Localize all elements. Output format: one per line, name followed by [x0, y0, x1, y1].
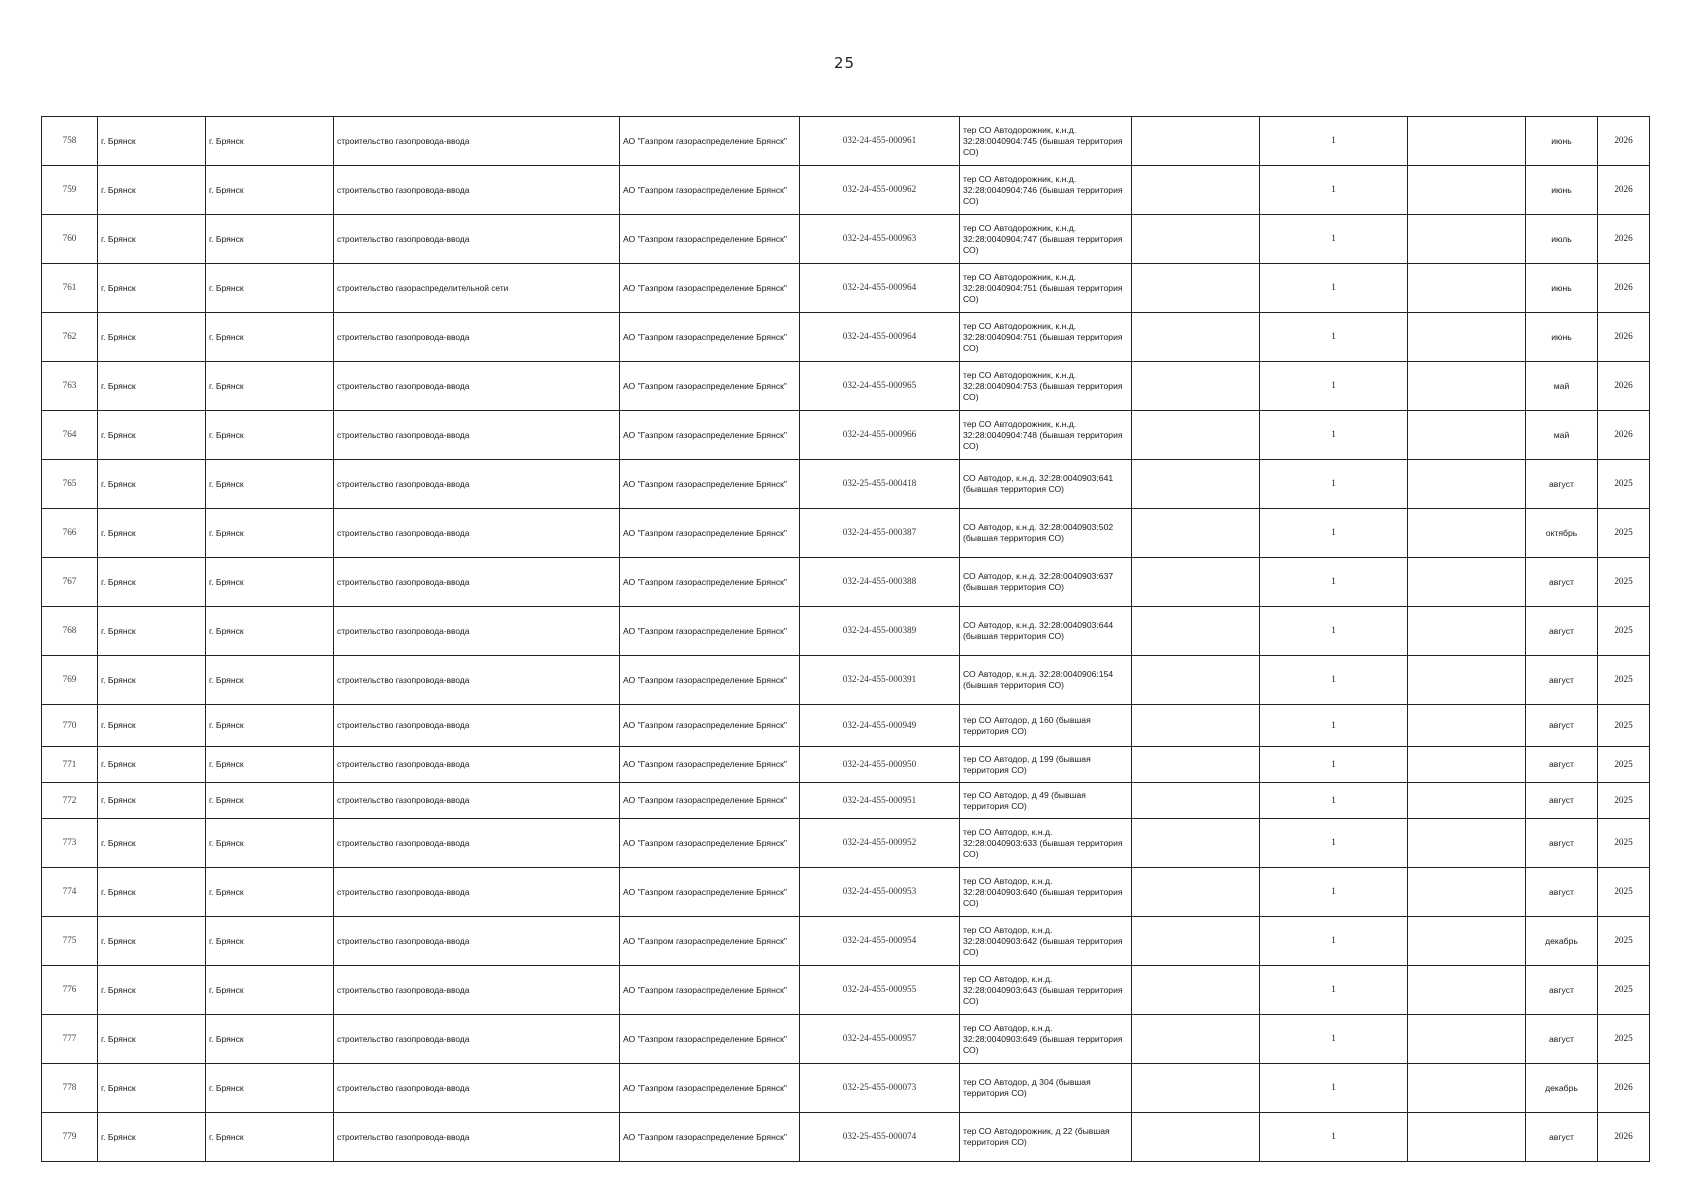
year-cell: 2026: [1598, 264, 1650, 313]
address-cell: тер СО Автодор, д 199 (бывшая территория СО): [960, 747, 1132, 783]
organization-cell: АО "Газпром газораспределение Брянск": [620, 747, 800, 783]
month-cell: август: [1526, 1113, 1598, 1162]
district-cell: г. Брянск: [98, 607, 206, 656]
organization-cell: АО "Газпром газораспределение Брянск": [620, 313, 800, 362]
organization-cell: АО "Газпром газораспределение Брянск": [620, 1015, 800, 1064]
organization-cell: АО "Газпром газораспределение Брянск": [620, 215, 800, 264]
row-number-cell: 768: [42, 607, 98, 656]
organization-cell: АО "Газпром газораспределение Брянск": [620, 509, 800, 558]
quantity-cell: 1: [1260, 215, 1408, 264]
quantity-cell: 1: [1260, 819, 1408, 868]
empty-cell: [1132, 509, 1260, 558]
district-cell: г. Брянск: [98, 656, 206, 705]
district-cell: г. Брянск: [98, 1015, 206, 1064]
empty-cell: [1132, 783, 1260, 819]
empty-cell: [1408, 313, 1526, 362]
object-name-cell: строительство газопровода-ввода: [334, 215, 620, 264]
locality-cell: г. Брянск: [206, 705, 334, 747]
organization-cell: АО "Газпром газораспределение Брянск": [620, 868, 800, 917]
empty-cell: [1408, 868, 1526, 917]
empty-cell: [1408, 1113, 1526, 1162]
row-number-cell: 779: [42, 1113, 98, 1162]
year-cell: 2025: [1598, 747, 1650, 783]
address-cell: тер СО Автодор, к.н.д. 32:28:0040903:643 (бывшая территория СО): [960, 966, 1132, 1015]
object-name-cell: строительство газопровода-ввода: [334, 558, 620, 607]
quantity-cell: 1: [1260, 747, 1408, 783]
object-name-cell: строительство газопровода-ввода: [334, 411, 620, 460]
quantity-cell: 1: [1260, 705, 1408, 747]
year-cell: 2026: [1598, 1113, 1650, 1162]
month-cell: декабрь: [1526, 917, 1598, 966]
quantity-cell: 1: [1260, 1113, 1408, 1162]
table-row: [42, 558, 1650, 607]
table-row: [42, 411, 1650, 460]
organization-cell: АО "Газпром газораспределение Брянск": [620, 607, 800, 656]
quantity-cell: 1: [1260, 166, 1408, 215]
month-cell: октябрь: [1526, 509, 1598, 558]
locality-cell: г. Брянск: [206, 917, 334, 966]
object-name-cell: строительство газопровода-ввода: [334, 783, 620, 819]
year-cell: 2025: [1598, 966, 1650, 1015]
month-cell: июль: [1526, 215, 1598, 264]
empty-cell: [1408, 264, 1526, 313]
empty-cell: [1132, 656, 1260, 705]
district-cell: г. Брянск: [98, 313, 206, 362]
district-cell: г. Брянск: [98, 1113, 206, 1162]
empty-cell: [1408, 966, 1526, 1015]
page-number: 25: [833, 54, 856, 72]
organization-cell: АО "Газпром газораспределение Брянск": [620, 411, 800, 460]
address-cell: тер СО Автодорожник, к.н.д. 32:28:0040904:753 (бывшая территория СО): [960, 362, 1132, 411]
locality-cell: г. Брянск: [206, 607, 334, 656]
row-number-cell: 777: [42, 1015, 98, 1064]
empty-cell: [1408, 117, 1526, 166]
row-number-cell: 778: [42, 1064, 98, 1113]
address-cell: СО Автодор, к.н.д. 32:28:0040903:637 (бывшая территория СО): [960, 558, 1132, 607]
address-cell: тер СО Автодорожник, к.н.д. 32:28:0040904:751 (бывшая территория СО): [960, 313, 1132, 362]
address-cell: СО Автодор, к.н.д. 32:28:0040903:641 (бывшая территория СО): [960, 460, 1132, 509]
year-cell: 2025: [1598, 460, 1650, 509]
locality-cell: г. Брянск: [206, 460, 334, 509]
month-cell: май: [1526, 411, 1598, 460]
year-cell: 2026: [1598, 362, 1650, 411]
district-cell: г. Брянск: [98, 215, 206, 264]
object-code-cell: 032-24-455-000962: [800, 166, 960, 215]
locality-cell: г. Брянск: [206, 362, 334, 411]
row-number-cell: 759: [42, 166, 98, 215]
row-number-cell: 769: [42, 656, 98, 705]
quantity-cell: 1: [1260, 783, 1408, 819]
district-cell: г. Брянск: [98, 411, 206, 460]
table-row: [42, 1015, 1650, 1064]
organization-cell: АО "Газпром газораспределение Брянск": [620, 362, 800, 411]
table-row: [42, 264, 1650, 313]
year-cell: 2026: [1598, 117, 1650, 166]
locality-cell: г. Брянск: [206, 558, 334, 607]
year-cell: 2025: [1598, 783, 1650, 819]
year-cell: 2025: [1598, 509, 1650, 558]
address-cell: тер СО Автодор, к.н.д. 32:28:0040903:633 (бывшая территория СО): [960, 819, 1132, 868]
empty-cell: [1408, 819, 1526, 868]
object-name-cell: строительство газопровода-ввода: [334, 362, 620, 411]
district-cell: г. Брянск: [98, 117, 206, 166]
address-cell: СО Автодор, к.н.д. 32:28:0040906:154 (бывшая территория СО): [960, 656, 1132, 705]
year-cell: 2026: [1598, 313, 1650, 362]
empty-cell: [1132, 166, 1260, 215]
locality-cell: г. Брянск: [206, 166, 334, 215]
month-cell: май: [1526, 362, 1598, 411]
locality-cell: г. Брянск: [206, 966, 334, 1015]
object-code-cell: 032-24-455-000965: [800, 362, 960, 411]
quantity-cell: 1: [1260, 656, 1408, 705]
quantity-cell: 1: [1260, 1015, 1408, 1064]
row-number-cell: 774: [42, 868, 98, 917]
empty-cell: [1408, 917, 1526, 966]
empty-cell: [1132, 1015, 1260, 1064]
object-code-cell: 032-25-455-000073: [800, 1064, 960, 1113]
address-cell: тер СО Автодорожник, к.н.д. 32:28:0040904:746 (бывшая территория СО): [960, 166, 1132, 215]
row-number-cell: 764: [42, 411, 98, 460]
object-name-cell: строительство газопровода-ввода: [334, 966, 620, 1015]
empty-cell: [1132, 264, 1260, 313]
district-cell: г. Брянск: [98, 783, 206, 819]
month-cell: август: [1526, 868, 1598, 917]
locality-cell: г. Брянск: [206, 509, 334, 558]
address-cell: тер СО Автодорожник, к.н.д. 32:28:0040904:745 (бывшая территория СО): [960, 117, 1132, 166]
empty-cell: [1408, 558, 1526, 607]
document-table-wrapper: [41, 116, 1649, 1162]
quantity-cell: 1: [1260, 362, 1408, 411]
month-cell: август: [1526, 783, 1598, 819]
row-number-cell: 765: [42, 460, 98, 509]
month-cell: август: [1526, 705, 1598, 747]
table-row: [42, 215, 1650, 264]
object-code-cell: 032-24-455-000964: [800, 313, 960, 362]
object-name-cell: строительство газопровода-ввода: [334, 607, 620, 656]
address-cell: тер СО Автодор, к.н.д. 32:28:0040903:640 (бывшая территория СО): [960, 868, 1132, 917]
district-cell: г. Брянск: [98, 1064, 206, 1113]
address-cell: тер СО Автодор, к.н.д. 32:28:0040903:642 (бывшая территория СО): [960, 917, 1132, 966]
object-code-cell: 032-24-455-000963: [800, 215, 960, 264]
empty-cell: [1132, 607, 1260, 656]
empty-cell: [1132, 411, 1260, 460]
address-cell: тер СО Автодор, д 160 (бывшая территория СО): [960, 705, 1132, 747]
empty-cell: [1408, 166, 1526, 215]
organization-cell: АО "Газпром газораспределение Брянск": [620, 1064, 800, 1113]
empty-cell: [1408, 1064, 1526, 1113]
empty-cell: [1132, 747, 1260, 783]
empty-cell: [1132, 1113, 1260, 1162]
row-number-cell: 760: [42, 215, 98, 264]
month-cell: декабрь: [1526, 1064, 1598, 1113]
empty-cell: [1132, 215, 1260, 264]
district-cell: г. Брянск: [98, 819, 206, 868]
organization-cell: АО "Газпром газораспределение Брянск": [620, 966, 800, 1015]
empty-cell: [1408, 607, 1526, 656]
empty-cell: [1408, 215, 1526, 264]
object-name-cell: строительство газопровода-ввода: [334, 1113, 620, 1162]
month-cell: август: [1526, 558, 1598, 607]
empty-cell: [1408, 783, 1526, 819]
table-row: [42, 509, 1650, 558]
year-cell: 2026: [1598, 411, 1650, 460]
table-row: [42, 460, 1650, 509]
empty-cell: [1408, 705, 1526, 747]
month-cell: август: [1526, 966, 1598, 1015]
object-name-cell: строительство газопровода-ввода: [334, 1064, 620, 1113]
empty-cell: [1132, 117, 1260, 166]
organization-cell: АО "Газпром газораспределение Брянск": [620, 117, 800, 166]
table-row: [42, 705, 1650, 747]
quantity-cell: 1: [1260, 264, 1408, 313]
table-row: [42, 117, 1650, 166]
year-cell: 2025: [1598, 819, 1650, 868]
object-code-cell: 032-24-455-000961: [800, 117, 960, 166]
month-cell: август: [1526, 747, 1598, 783]
object-name-cell: строительство газопровода-ввода: [334, 917, 620, 966]
empty-cell: [1132, 917, 1260, 966]
year-cell: 2026: [1598, 1064, 1650, 1113]
object-code-cell: 032-24-455-000954: [800, 917, 960, 966]
month-cell: август: [1526, 656, 1598, 705]
table-row: [42, 656, 1650, 705]
quantity-cell: 1: [1260, 117, 1408, 166]
row-number-cell: 767: [42, 558, 98, 607]
address-cell: тер СО Автодорожник, к.н.д. 32:28:0040904:751 (бывшая территория СО): [960, 264, 1132, 313]
object-name-cell: строительство газопровода-ввода: [334, 705, 620, 747]
year-cell: 2025: [1598, 868, 1650, 917]
address-cell: тер СО Автодорожник, к.н.д. 32:28:0040904:748 (бывшая территория СО): [960, 411, 1132, 460]
locality-cell: г. Брянск: [206, 868, 334, 917]
district-cell: г. Брянск: [98, 166, 206, 215]
district-cell: г. Брянск: [98, 460, 206, 509]
district-cell: г. Брянск: [98, 362, 206, 411]
address-cell: тер СО Автодор, д 304 (бывшая территория СО): [960, 1064, 1132, 1113]
object-name-cell: строительство газопровода-ввода: [334, 656, 620, 705]
quantity-cell: 1: [1260, 607, 1408, 656]
table-row: [42, 1064, 1650, 1113]
object-code-cell: 032-24-455-000953: [800, 868, 960, 917]
empty-cell: [1408, 411, 1526, 460]
table-row: [42, 819, 1650, 868]
table-row: [42, 362, 1650, 411]
quantity-cell: 1: [1260, 558, 1408, 607]
empty-cell: [1408, 1015, 1526, 1064]
year-cell: 2025: [1598, 558, 1650, 607]
empty-cell: [1408, 362, 1526, 411]
address-cell: СО Автодор, к.н.д. 32:28:0040903:644 (бывшая территория СО): [960, 607, 1132, 656]
month-cell: август: [1526, 819, 1598, 868]
empty-cell: [1132, 460, 1260, 509]
empty-cell: [1408, 460, 1526, 509]
empty-cell: [1132, 313, 1260, 362]
locality-cell: г. Брянск: [206, 1113, 334, 1162]
district-cell: г. Брянск: [98, 558, 206, 607]
empty-cell: [1408, 509, 1526, 558]
table-body: [42, 117, 1650, 1162]
object-name-cell: строительство газопровода-ввода: [334, 117, 620, 166]
object-name-cell: строительство газопровода-ввода: [334, 868, 620, 917]
row-number-cell: 770: [42, 705, 98, 747]
object-code-cell: 032-25-455-000418: [800, 460, 960, 509]
organization-cell: АО "Газпром газораспределение Брянск": [620, 558, 800, 607]
year-cell: 2025: [1598, 705, 1650, 747]
object-code-cell: 032-24-455-000951: [800, 783, 960, 819]
district-cell: г. Брянск: [98, 966, 206, 1015]
locality-cell: г. Брянск: [206, 783, 334, 819]
organization-cell: АО "Газпром газораспределение Брянск": [620, 166, 800, 215]
locality-cell: г. Брянск: [206, 1064, 334, 1113]
empty-cell: [1408, 747, 1526, 783]
organization-cell: АО "Газпром газораспределение Брянск": [620, 917, 800, 966]
row-number-cell: 762: [42, 313, 98, 362]
object-name-cell: строительство газопровода-ввода: [334, 819, 620, 868]
empty-cell: [1132, 868, 1260, 917]
locality-cell: г. Брянск: [206, 819, 334, 868]
table-row: [42, 166, 1650, 215]
locality-cell: г. Брянск: [206, 313, 334, 362]
row-number-cell: 776: [42, 966, 98, 1015]
organization-cell: АО "Газпром газораспределение Брянск": [620, 656, 800, 705]
year-cell: 2025: [1598, 656, 1650, 705]
gas-objects-table: [41, 116, 1650, 1162]
month-cell: июнь: [1526, 313, 1598, 362]
object-code-cell: 032-24-455-000391: [800, 656, 960, 705]
organization-cell: АО "Газпром газораспределение Брянск": [620, 783, 800, 819]
object-name-cell: строительство газопровода-ввода: [334, 747, 620, 783]
year-cell: 2025: [1598, 917, 1650, 966]
object-code-cell: 032-24-455-000964: [800, 264, 960, 313]
empty-cell: [1132, 705, 1260, 747]
row-number-cell: 761: [42, 264, 98, 313]
organization-cell: АО "Газпром газораспределение Брянск": [620, 264, 800, 313]
year-cell: 2026: [1598, 215, 1650, 264]
empty-cell: [1408, 656, 1526, 705]
table-row: [42, 868, 1650, 917]
organization-cell: АО "Газпром газораспределение Брянск": [620, 819, 800, 868]
district-cell: г. Брянск: [98, 868, 206, 917]
month-cell: июнь: [1526, 264, 1598, 313]
empty-cell: [1132, 558, 1260, 607]
quantity-cell: 1: [1260, 460, 1408, 509]
table-row: [42, 607, 1650, 656]
locality-cell: г. Брянск: [206, 264, 334, 313]
locality-cell: г. Брянск: [206, 747, 334, 783]
month-cell: август: [1526, 460, 1598, 509]
table-row: [42, 783, 1650, 819]
month-cell: август: [1526, 1015, 1598, 1064]
organization-cell: АО "Газпром газораспределение Брянск": [620, 460, 800, 509]
district-cell: г. Брянск: [98, 917, 206, 966]
empty-cell: [1132, 819, 1260, 868]
address-cell: тер СО Автодорожник, д 22 (бывшая территория СО): [960, 1113, 1132, 1162]
address-cell: СО Автодор, к.н.д. 32:28:0040903:502 (бывшая территория СО): [960, 509, 1132, 558]
quantity-cell: 1: [1260, 917, 1408, 966]
object-name-cell: строительство газопровода-ввода: [334, 509, 620, 558]
object-code-cell: 032-24-455-000949: [800, 705, 960, 747]
district-cell: г. Брянск: [98, 509, 206, 558]
row-number-cell: 766: [42, 509, 98, 558]
district-cell: г. Брянск: [98, 264, 206, 313]
quantity-cell: 1: [1260, 1064, 1408, 1113]
table-row: [42, 917, 1650, 966]
locality-cell: г. Брянск: [206, 117, 334, 166]
row-number-cell: 775: [42, 917, 98, 966]
address-cell: тер СО Автодор, к.н.д. 32:28:0040903:649 (бывшая территория СО): [960, 1015, 1132, 1064]
row-number-cell: 763: [42, 362, 98, 411]
quantity-cell: 1: [1260, 411, 1408, 460]
table-row: [42, 966, 1650, 1015]
object-name-cell: строительство газопровода-ввода: [334, 1015, 620, 1064]
object-code-cell: 032-24-455-000387: [800, 509, 960, 558]
object-name-cell: строительство газопровода-ввода: [334, 166, 620, 215]
object-name-cell: строительство газопровода-ввода: [334, 460, 620, 509]
row-number-cell: 758: [42, 117, 98, 166]
address-cell: тер СО Автодор, д 49 (бывшая территория СО): [960, 783, 1132, 819]
organization-cell: АО "Газпром газораспределение Брянск": [620, 705, 800, 747]
quantity-cell: 1: [1260, 966, 1408, 1015]
object-code-cell: 032-24-455-000950: [800, 747, 960, 783]
address-cell: тер СО Автодорожник, к.н.д. 32:28:0040904:747 (бывшая территория СО): [960, 215, 1132, 264]
district-cell: г. Брянск: [98, 705, 206, 747]
table-row: [42, 747, 1650, 783]
locality-cell: г. Брянск: [206, 1015, 334, 1064]
empty-cell: [1132, 966, 1260, 1015]
object-code-cell: 032-24-455-000388: [800, 558, 960, 607]
object-code-cell: 032-24-455-000952: [800, 819, 960, 868]
year-cell: 2025: [1598, 1015, 1650, 1064]
object-code-cell: 032-24-455-000966: [800, 411, 960, 460]
organization-cell: АО "Газпром газораспределение Брянск": [620, 1113, 800, 1162]
row-number-cell: 772: [42, 783, 98, 819]
object-name-cell: строительство газопровода-ввода: [334, 313, 620, 362]
object-code-cell: 032-24-455-000389: [800, 607, 960, 656]
table-row: [42, 313, 1650, 362]
year-cell: 2026: [1598, 166, 1650, 215]
locality-cell: г. Брянск: [206, 215, 334, 264]
object-code-cell: 032-24-455-000957: [800, 1015, 960, 1064]
month-cell: июнь: [1526, 166, 1598, 215]
object-code-cell: 032-24-455-000955: [800, 966, 960, 1015]
month-cell: август: [1526, 607, 1598, 656]
district-cell: г. Брянск: [98, 747, 206, 783]
empty-cell: [1132, 1064, 1260, 1113]
locality-cell: г. Брянск: [206, 656, 334, 705]
table-row: [42, 1113, 1650, 1162]
month-cell: июнь: [1526, 117, 1598, 166]
object-code-cell: 032-25-455-000074: [800, 1113, 960, 1162]
quantity-cell: 1: [1260, 509, 1408, 558]
quantity-cell: 1: [1260, 313, 1408, 362]
row-number-cell: 771: [42, 747, 98, 783]
quantity-cell: 1: [1260, 868, 1408, 917]
object-name-cell: строительство газораспределительной сети: [334, 264, 620, 313]
empty-cell: [1132, 362, 1260, 411]
year-cell: 2025: [1598, 607, 1650, 656]
row-number-cell: 773: [42, 819, 98, 868]
locality-cell: г. Брянск: [206, 411, 334, 460]
